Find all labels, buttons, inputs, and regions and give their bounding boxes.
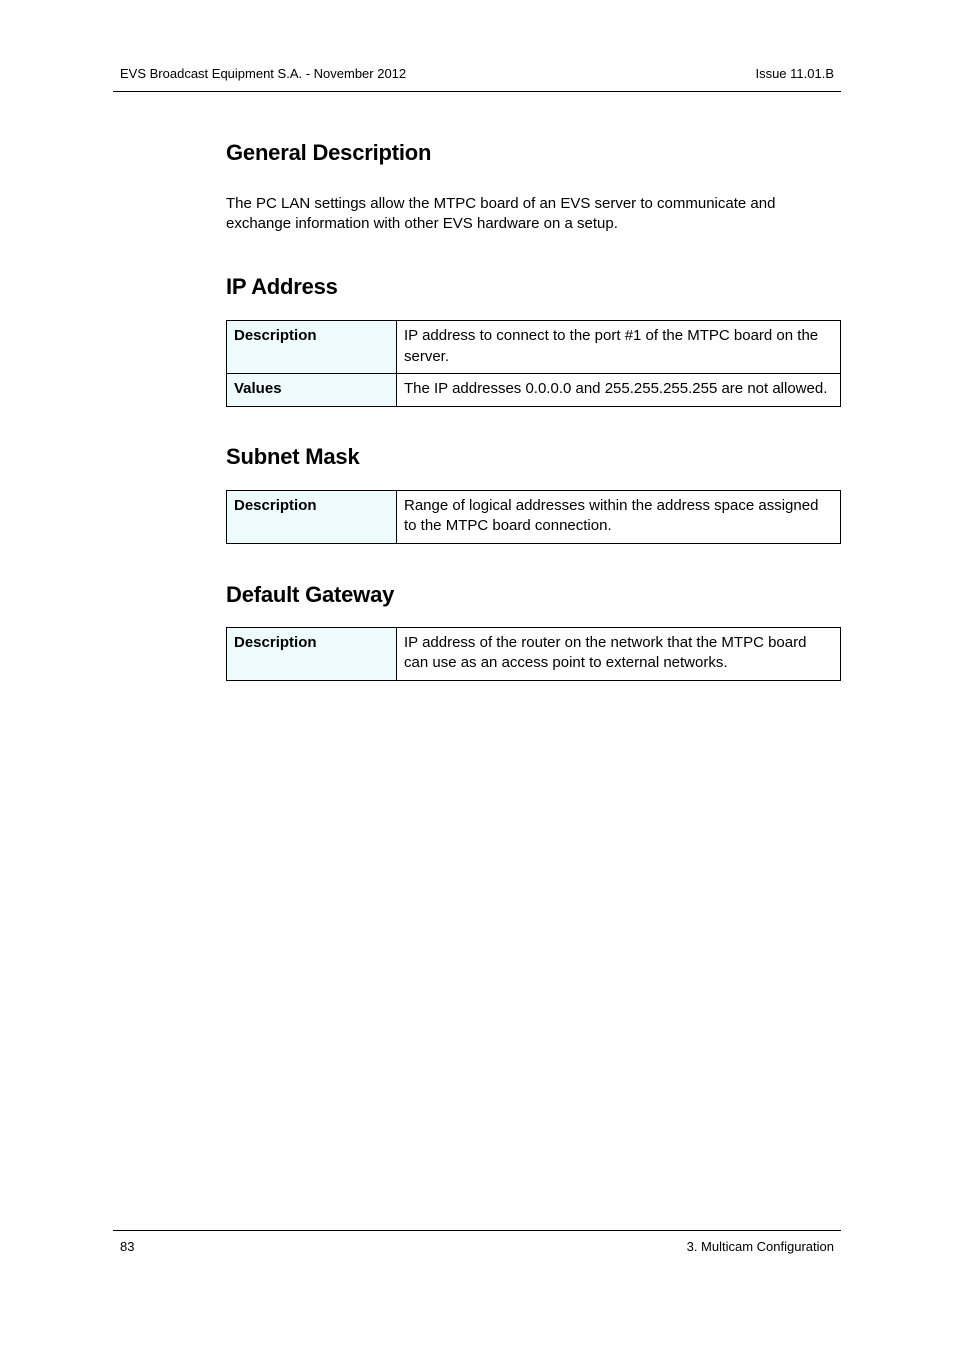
general-description-text: The PC LAN settings allow the MTPC board of an EVS server to communicate and exchange information with other EVS hardware on a setup.	[226, 195, 776, 232]
ip-address-values-value: The IP addresses 0.0.0.0 and 255.255.255.255 are not allowed.	[397, 374, 841, 407]
default-gateway-description-key: Description	[227, 627, 397, 680]
default-gateway-table	[226, 627, 841, 681]
section-title-general-description: General Description	[226, 140, 432, 165]
ip-address-description-key: Description	[227, 321, 397, 374]
table-row	[227, 321, 841, 374]
page-number: 83	[120, 1239, 135, 1254]
ip-address-table	[226, 320, 841, 407]
page-content	[226, 140, 841, 681]
table-row	[227, 374, 841, 407]
subnet-mask-description-value: Range of logical addresses within the address space assigned to the MTPC board connection.	[397, 490, 841, 543]
header-publisher: EVS Broadcast Equipment S.A. - November 2012	[120, 66, 407, 81]
ip-address-values-key: Values	[227, 374, 397, 407]
header-issue: Issue 11.01.B	[755, 66, 834, 81]
section-title-subnet-mask: Subnet Mask	[226, 443, 360, 469]
page-header	[113, 60, 841, 92]
footer-chapter: 3. Multicam Configuration	[686, 1239, 834, 1254]
table-row	[227, 490, 841, 543]
table-row	[227, 627, 841, 680]
subnet-mask-table	[226, 490, 841, 544]
default-gateway-description-value: IP address of the router on the network that the MTPC board can use as an access point to external networks.	[397, 627, 841, 680]
ip-address-description-value: IP address to connect to the port #1 of the MTPC board on the server.	[397, 321, 841, 374]
section-title-default-gateway: Default Gateway	[226, 581, 395, 607]
page-footer	[113, 1230, 841, 1261]
section-title-ip-address: IP Address	[226, 274, 338, 299]
subnet-mask-description-key: Description	[227, 490, 397, 543]
